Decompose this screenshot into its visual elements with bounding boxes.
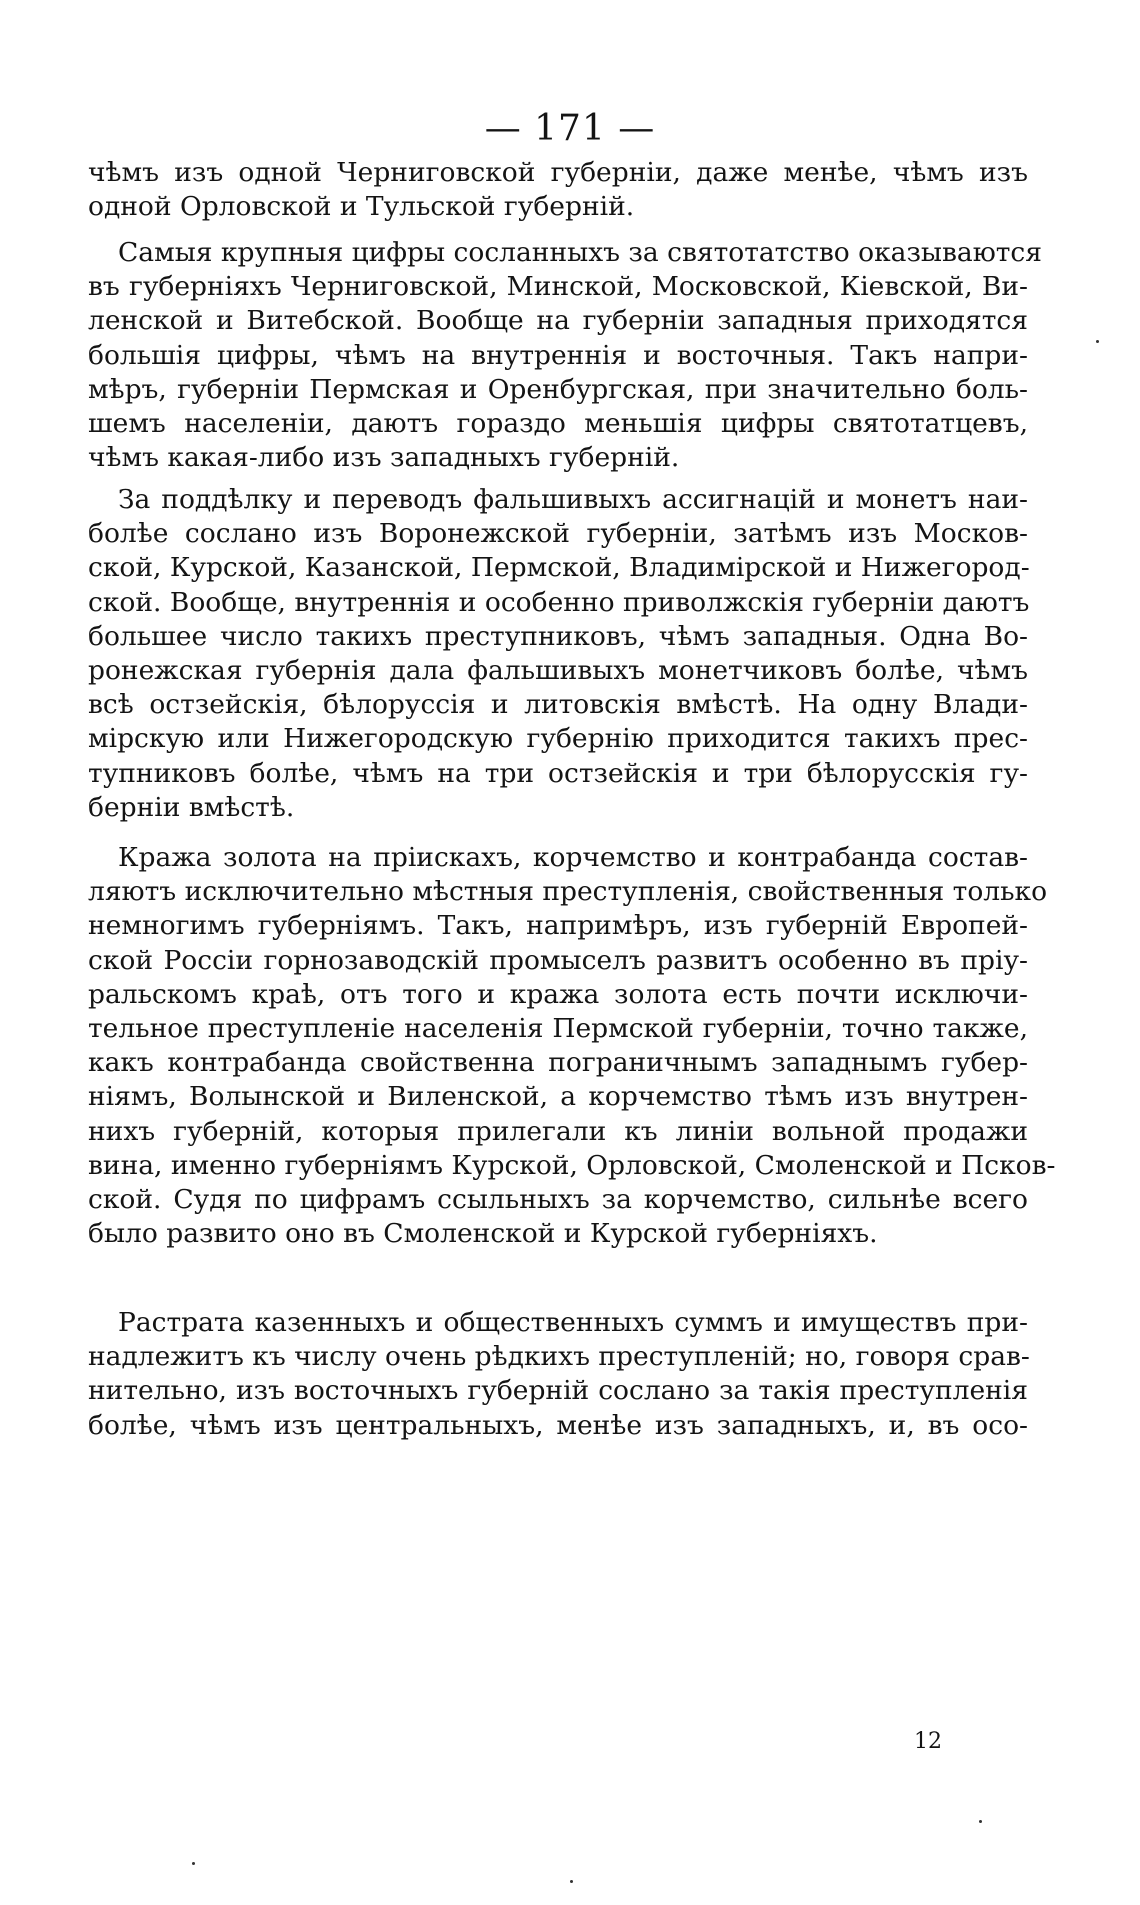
text-line: было развито оно въ Смоленской и Курской губерніяхъ. (88, 1218, 878, 1250)
printer-signature-mark: 12 (914, 1729, 942, 1754)
paragraph-2 (88, 236, 1042, 475)
text-line: За поддѣлку и переводъ фальшивыхъ ассигнацій и монетъ наи- (118, 484, 1028, 515)
scan-speck (570, 1880, 573, 1883)
text-line: Растрата казенныхъ и общественныхъ суммъ и имуществъ при- (118, 1307, 1028, 1338)
text-line: чѣмъ какая-либо изъ западныхъ губерній. (88, 442, 680, 474)
text-line: мірскую или Нижегородскую губернію приходится такихъ прес- (88, 723, 1028, 755)
text-line: берніи вмѣстѣ. (88, 791, 295, 823)
text-line: мѣръ, губерніи Пермская и Оренбургская, при значительно боль- (88, 373, 1028, 405)
text-line: ляютъ исключительно мѣстныя преступленія, свойственныя только (88, 876, 1048, 908)
text-line: нихъ губерній, которыя прилегали къ линіи вольной продажи (88, 1115, 1028, 1147)
scan-speck (1096, 340, 1099, 343)
text-line: чѣмъ изъ одной Черниговской губерніи, даже менѣе, чѣмъ изъ (88, 157, 1028, 188)
text-line: тупниковъ болѣе, чѣмъ на три остзейскія и три бѣлорусскія гу- (88, 757, 1028, 789)
text-line: ской Россіи горнозаводскій промыселъ развитъ особенно въ пріу- (88, 944, 1028, 976)
text-line: ронежская губернія дала фальшивыхъ монетчиковъ болѣе, чѣмъ (88, 654, 1028, 686)
text-line: какъ контрабанда свойственна пограничнымъ западнымъ губер- (88, 1047, 1028, 1079)
text-line: большія цифры, чѣмъ на внутреннія и восточныя. Такъ напри- (88, 339, 1028, 371)
text-line: болѣе, чѣмъ изъ центральныхъ, менѣе изъ западныхъ, и, въ осо- (88, 1409, 1028, 1441)
paragraph-4 (88, 841, 1056, 1251)
text-line: ленской и Витебской. Вообще на губерніи западныя приходятся (88, 305, 1028, 337)
text-line: ральскомъ краѣ, отъ того и кража золота есть почти исключи- (88, 978, 1028, 1010)
text-line: вина, именно губерніямъ Курской, Орловской, Смоленской и Псков- (88, 1149, 1056, 1181)
text-line: ской. Вообще, внутреннія и особенно приволжскія губерніи даютъ (88, 586, 1030, 618)
text-line: тельное преступленіе населенія Пермской губерніи, точно также, (88, 1012, 1028, 1044)
text-line: Кража золота на пріискахъ, корчемство и контрабанда состав- (118, 842, 1028, 873)
text-line: болѣе сослано изъ Воронежской губерніи, затѣмъ изъ Москов- (88, 518, 1028, 550)
text-line: надлежитъ къ числу очень рѣдкихъ преступленій; но, говоря срав- (88, 1341, 1030, 1373)
text-line: большее число такихъ преступниковъ, чѣмъ западныя. Одна Во- (88, 620, 1028, 652)
scan-speck (979, 1820, 982, 1823)
text-line: ской, Курской, Казанской, Пермской, Владимірской и Нижегород- (88, 552, 1030, 584)
paragraph-3 (88, 483, 1028, 825)
text-line: одной Орловской и Тульской губерній. (88, 191, 635, 223)
text-line: шемъ населеніи, даютъ гораздо меньшія цифры святотатцевъ, (88, 407, 1028, 439)
text-line: всѣ остзейскія, бѣлоруссія и литовскія вмѣстѣ. На одну Влади- (88, 689, 1028, 721)
paragraph-1 (88, 156, 1028, 224)
text-line: Самыя крупныя цифры сосланныхъ за святотатство оказываются (118, 237, 1042, 268)
text-line: въ губерніяхъ Черниговской, Минской, Московской, Кіевской, Ви- (88, 271, 1028, 303)
scan-speck (192, 1862, 195, 1865)
paragraph-5 (88, 1306, 1028, 1443)
text-line: нительно, изъ восточныхъ губерній сослано за такія преступленія (88, 1375, 1028, 1407)
page-number: — 171 — (484, 108, 656, 149)
text-line: ской. Судя по цифрамъ ссыльныхъ за корчемство, сильнѣе всего (88, 1183, 1028, 1215)
text-line: немногимъ губерніямъ. Такъ, напримѣръ, изъ губерній Европей- (88, 910, 1028, 942)
text-line: ніямъ, Волынской и Виленской, а корчемство тѣмъ изъ внутрен- (88, 1081, 1028, 1113)
